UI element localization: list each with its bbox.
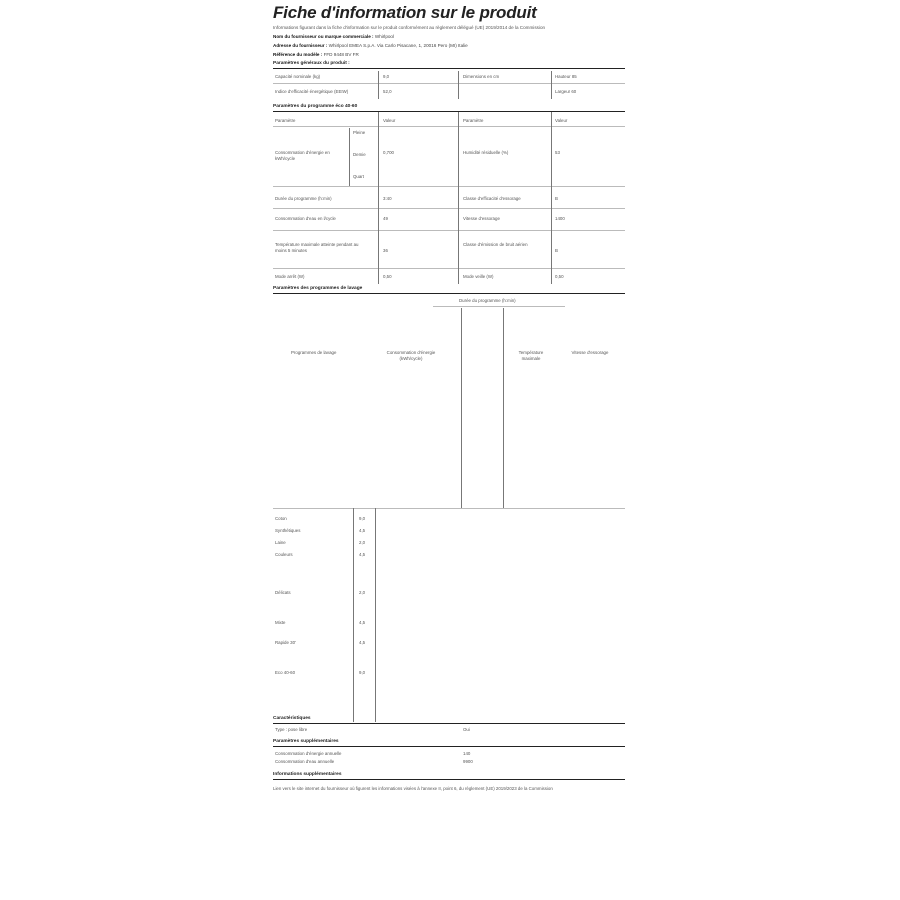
param-row-label: Température maximale atteinte pendant au moins 5 minutes [275, 242, 359, 253]
program-name: Délicats [275, 590, 291, 595]
param-row-value: 36 [383, 248, 388, 253]
sub-label: Demie [353, 152, 366, 157]
param-row-value2: 53 [555, 150, 560, 155]
address-line [273, 43, 625, 49]
extra-value: 9900 [463, 759, 473, 764]
col-param2: Paramètre [463, 118, 484, 123]
program-name: Coton [275, 516, 287, 521]
program-value: 4,5 [359, 552, 366, 557]
param-row-label: Consommation d'eau en l/cycle [275, 216, 336, 221]
param-row-value: 0,50 [383, 274, 392, 279]
info-header: Informations supplémentaires [273, 772, 625, 780]
address-value: Whirlpool EMEA S.p.A. Via Carlo Pisacane, 1, 20016 Pero (MI) Italie [328, 43, 468, 48]
param-row-value: 0,700 [383, 150, 394, 155]
feature-label: Type : pose libre [275, 727, 308, 732]
col-program: Programmes de lavage [291, 350, 337, 355]
general-row-label: Indice d'efficacité énergétique (EEIW) [275, 89, 349, 94]
program-value: 4,5 [359, 620, 366, 625]
general-params-header: Paramètres généraux du produit : [273, 61, 625, 69]
col-energy: Consommation d'énergie (kWh/cycle) [386, 350, 436, 361]
param-row-value2: 0,50 [555, 274, 564, 279]
features-header: Caractéristiques [273, 716, 625, 724]
general-row-value2: Largeur 60 [555, 89, 577, 94]
general-row-value: 9,0 [383, 74, 390, 79]
program-value: 9,0 [359, 516, 366, 521]
param-row-label2: Classe d'émission de bruit aérien [463, 242, 528, 247]
col-value2: Valeur [555, 118, 568, 123]
col-group: Durée du programme (h:min) [459, 298, 516, 303]
param-row-value2: B [555, 196, 558, 201]
param-row-label: Consommation d'énergie en kWh/cycle [275, 150, 330, 161]
intro-text: Informations figurant dans la fiche d'information sur le produit conformément au règlement délégué (UE) 2019/2014 de la Commission [273, 25, 546, 30]
product-sheet [273, 0, 625, 792]
info-note: Lien vers le site internet du fournisseur où figurent les informations visées à l'annexe II, point 6, du règlement (UE) 2019/2023 de la Commission [273, 786, 553, 791]
supplier-line [273, 34, 625, 40]
program-value: 2,0 [359, 590, 366, 595]
supplier-value: Whirlpool [374, 34, 395, 39]
eco-params-table [273, 112, 625, 312]
param-row-label2: Mode veille (W) [463, 274, 494, 279]
general-row-value: 52,0 [383, 89, 392, 94]
program-name: Mixte [275, 620, 286, 625]
feature-value: Oui [463, 727, 470, 732]
model-label: Référence du modèle : [273, 52, 323, 57]
param-row-label: Mode arrêt (W) [275, 274, 305, 279]
col-value: Valeur [383, 118, 396, 123]
param-row-label2: Vitesse d'essorage [463, 216, 500, 221]
param-row-label2: Humidité résiduelle (%) [463, 150, 509, 155]
wash-programs-header: Paramètres des programmes de lavage [273, 286, 625, 294]
program-name: Laine [275, 540, 286, 545]
address-label: Adresse du fournisseur : [273, 43, 328, 48]
wash-programs-table [273, 294, 625, 722]
program-value: 9,0 [359, 670, 366, 675]
param-row-label2: Classe d'efficacité d'essorage [463, 196, 521, 201]
general-row-value2: Hauteur 85 [555, 74, 577, 79]
sub-label: Quart [353, 174, 364, 179]
sub-label: Pleine [353, 130, 366, 135]
program-value: 2,0 [359, 540, 366, 545]
param-row-value: 49 [383, 216, 388, 221]
page-title: Fiche d'information sur le produit [273, 3, 537, 22]
model-value: FFD 9448 BV FR [323, 52, 359, 57]
col-param: Paramètre [275, 118, 296, 123]
program-value: 4,5 [359, 640, 366, 645]
model-line [273, 52, 625, 58]
program-value: 4,5 [359, 528, 366, 533]
supplier-label: Nom du fournisseur ou marque commerciale : [273, 34, 374, 39]
param-row-value2: B [555, 248, 558, 253]
col-temp: Température maximale [518, 350, 544, 361]
extra-params-header: Paramètres supplémentaires [273, 739, 625, 747]
col-rpm: Vitesse d'essorage [571, 350, 609, 355]
program-name: Couleurs [275, 552, 293, 557]
param-row-value: 3:40 [383, 196, 392, 201]
general-params-table [273, 69, 625, 101]
general-row-label2: Dimensions en cm [463, 74, 500, 79]
param-row-label: Durée du programme (h:min) [275, 196, 332, 201]
extra-value: 140 [463, 751, 471, 756]
extra-label: Consommation d'eau annuelle [275, 759, 335, 764]
program-name: Synthétiques [275, 528, 301, 533]
program-name: Eco 40-60 [275, 670, 296, 675]
eco-params-header: Paramètres du programme éco 40-60 [273, 104, 625, 112]
extra-label: Consommation d'énergie annuelle [275, 751, 342, 756]
param-row-value2: 1400 [555, 216, 565, 221]
general-row-label: Capacité nominale (kg) [275, 74, 321, 79]
program-name: Rapide 30' [275, 640, 296, 645]
